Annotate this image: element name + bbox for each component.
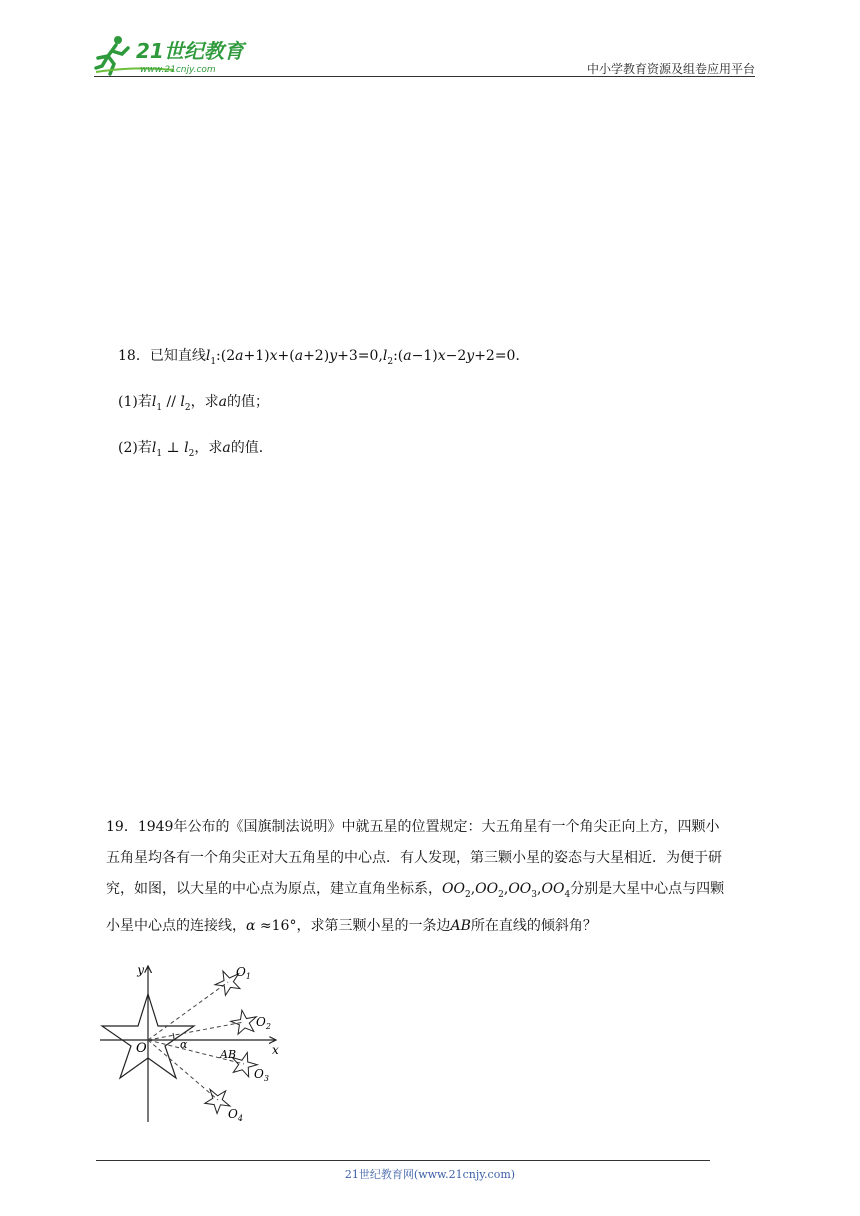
five-star-figure [96, 962, 286, 1122]
question-19-line3: 究，如图，以大星的中心点为原点，建立直角坐标系，$OO_2,OO_2,OO_3,OO_4$分别是大星中心点与四颗 [106, 881, 725, 900]
o3-label: $O_3$ [254, 1067, 269, 1083]
question-19 [106, 812, 756, 942]
origin-label: O [136, 1041, 147, 1056]
o1-label: $O_1$ [236, 965, 251, 981]
header-divider [94, 76, 755, 77]
footer-divider [96, 1160, 710, 1161]
header-platform-text: 中小学教育资源及组卷应用平台 [586, 62, 755, 76]
y-axis-label: y [137, 963, 144, 977]
page-header [0, 0, 860, 80]
o2-label: $O_2$ [256, 1015, 271, 1031]
svg-text:21世纪教育: 21世纪教育 [136, 39, 244, 63]
question-18-part2: (2)若$l_1$ ⊥ $l_2$，求a的值． [118, 440, 273, 459]
o4-label: $O_4$ [228, 1107, 243, 1122]
alpha-label: α [180, 1038, 188, 1051]
question-18-part1: (1)若$l_1 // l_2$，求a的值； [118, 394, 269, 413]
small-star-2 [229, 1008, 259, 1035]
svg-text:www.21cnjy.com: www.21cnjy.com [140, 65, 216, 75]
x-axis-label: x [272, 1043, 279, 1057]
ab-label: AB [220, 1048, 237, 1061]
question-19-line1: 19．1949年公布的《国旗制法说明》中就五星的位置规定：大五角星有一个角尖正向上方，四颗小 [106, 819, 720, 835]
question-19-line4: 小星中心点的连接线，α ≈16°，求第三颗小星的一条边AB所在直线的倾斜角？ [106, 917, 597, 934]
footer-link[interactable]: 21世纪教育网(www.21cnjy.com) [344, 1168, 516, 1181]
question-19-line2: 五角星均各有一个角尖正对大五角星的中心点．有人发现，第三颗小星的姿态与大星相近．为便于研 [106, 850, 722, 866]
question-18-statement: 18．已知直线$l_1:(2a+1)x+(a+2)y+3=0,l_2:(a-1)x-2y+2=0$． [118, 348, 530, 367]
logo-21cnjy [94, 32, 254, 78]
